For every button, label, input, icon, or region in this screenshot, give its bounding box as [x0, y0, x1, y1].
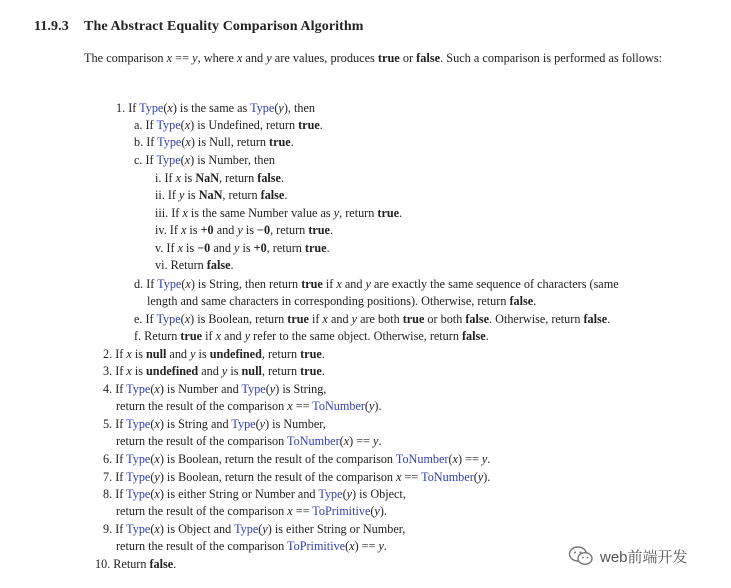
- section-heading: [34, 19, 364, 35]
- algorithm-step: 1. If Type(x) is the same as Type(y), then: [116, 101, 315, 115]
- algorithm-step: 9. If Type(x) is Object and Type(y) is either String or Number,: [103, 522, 406, 536]
- algorithm-step: return the result of the comparison x == ToPrimitive(y).: [116, 504, 387, 518]
- intro-paragraph: The comparison x == y, where x and y are values, produces true or false. Such a comparison is performed as follows:: [84, 51, 663, 65]
- algorithm-step: i. If x is NaN, return false.: [155, 171, 285, 185]
- algorithm-step: iv. If x is +0 and y is −0, return true.: [155, 223, 334, 237]
- section-title: The Abstract Equality Comparison Algorithm: [84, 19, 364, 34]
- algorithm-step: 10. Return false.: [95, 557, 177, 571]
- algorithm-step: b. If Type(x) is Null, return true.: [134, 135, 294, 149]
- algorithm-step: 3. If x is undefined and y is null, return true.: [103, 364, 325, 378]
- wechat-icon: [568, 545, 594, 567]
- algorithm-step: 2. If x is null and y is undefined, return true.: [103, 347, 325, 361]
- section-number: 11.9.3: [34, 19, 69, 34]
- algorithm-step: 5. If Type(x) is String and Type(y) is Number,: [103, 417, 326, 431]
- algorithm-step: 6. If Type(x) is Boolean, return the result of the comparison ToNumber(x) == y.: [103, 452, 491, 466]
- algorithm-step: d. If Type(x) is String, then return true if x and y are exactly the same sequence of characters (same: [134, 277, 619, 291]
- algorithm-step: vi. Return false.: [155, 258, 234, 272]
- watermark-text: web前端开发: [600, 548, 688, 566]
- algorithm-step: return the result of the comparison ToPrimitive(x) == y.: [116, 539, 387, 553]
- algorithm-step: e. If Type(x) is Boolean, return true if x and y are both true or both false. Otherwise, return false.: [134, 312, 611, 326]
- watermark: [568, 544, 688, 568]
- algorithm-step: c. If Type(x) is Number, then: [134, 153, 275, 167]
- algorithm-step: a. If Type(x) is Undefined, return true.: [134, 118, 323, 132]
- algorithm-step: 7. If Type(y) is Boolean, return the result of the comparison x == ToNumber(y).: [103, 470, 491, 484]
- algorithm-step: iii. If x is the same Number value as y, return true.: [155, 206, 403, 220]
- algorithm-step: f. Return true if x and y refer to the same object. Otherwise, return false.: [134, 329, 489, 343]
- algorithm-step: length and same characters in corresponding positions). Otherwise, return false.: [147, 294, 537, 308]
- algorithm-step: 8. If Type(x) is either String or Number and Type(y) is Object,: [103, 487, 406, 501]
- algorithm-step: return the result of the comparison ToNumber(x) == y.: [116, 434, 382, 448]
- algorithm-step: v. If x is −0 and y is +0, return true.: [155, 241, 330, 255]
- algorithm-step: 4. If Type(x) is Number and Type(y) is String,: [103, 382, 327, 396]
- algorithm-step: ii. If y is NaN, return false.: [155, 188, 288, 202]
- algorithm-step: return the result of the comparison x == ToNumber(y).: [116, 399, 382, 413]
